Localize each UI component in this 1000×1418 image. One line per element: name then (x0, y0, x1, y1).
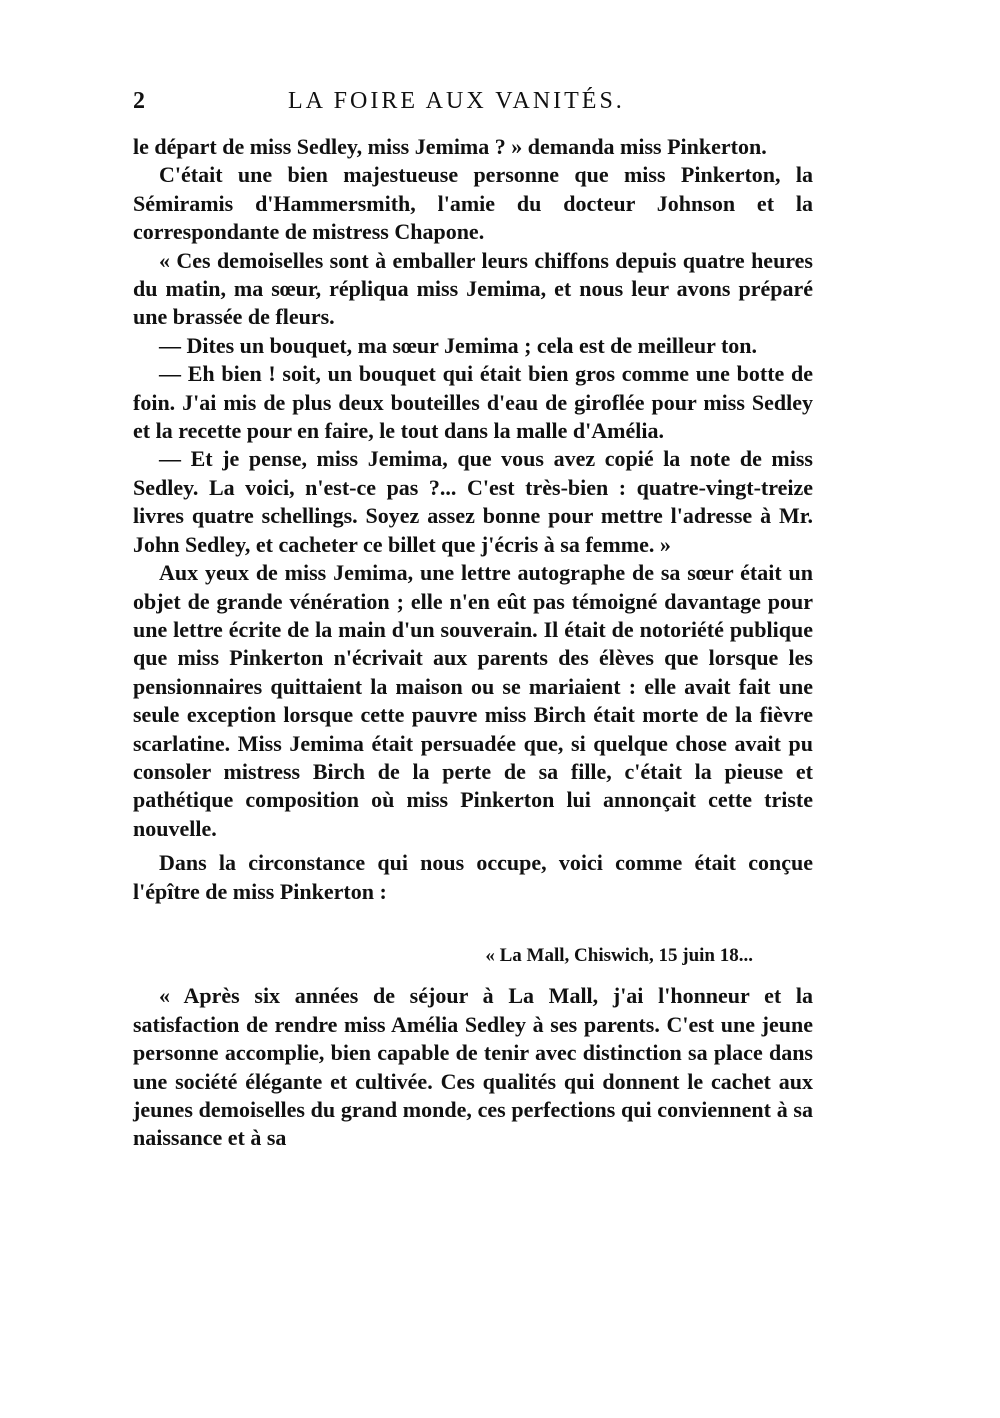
letter-dateline: « La Mall, Chiswich, 15 juin 18... (485, 944, 753, 966)
letter-body: « Après six années de séjour à La Mall, j'ai l'honneur et la satisfaction de rendre miss Amélia Sedley à ses parents. C'est une jeune personne accomplie, bien capable de tenir avec distinction sa place dans une société élégante et cultivée. Ces qualités qui donnent le cachet aux jeunes demoiselles du grand monde, ces perfections qui conviennent à sa naissance et à sa (133, 983, 813, 1151)
paragraph-4: — Dites un bouquet, ma sœur Jemima ; cela est de meilleur ton. (159, 332, 758, 358)
paragraph-8: Dans la circonstance qui nous occupe, voici comme était conçue l'épître de miss Pinkerton : (133, 850, 813, 904)
paragraph-3: « Ces demoiselles sont à emballer leurs chiffons depuis quatre heures du matin, ma sœur, répliqua miss Jemima, et nous leur avons préparé une brassée de fleurs. (133, 247, 813, 330)
paragraph-7: Aux yeux de miss Jemima, une lettre autographe de sa sœur était un objet de grande vénération ; elle n'en eût pas témoigné davantage pour une lettre écrite de la main d'un souverain. Il était de notoriété publique que miss Pinkerton n'écrivait aux parents des élèves que lorsque les pensionnaires quittaient la maison ou se mariaient : elle avait fait une seule exception lorsque cette pauvre miss Birch était morte de la fièvre scarlatine. Miss Jemima était persuadée que, si quelque chose avait pu consoler mistress Birch de la perte de sa fille, c'était la pieuse et pathétique composition où miss Pinkerton lui annonçait cette triste nouvelle. (133, 560, 813, 841)
paragraph-5: — Eh bien ! soit, un bouquet qui était bien gros comme une botte de foin. J'ai mis de plus deux bouteilles d'eau de giroflée pour miss Sedley et la recette pour en faire, le tout dans la malle d'Amélia. (133, 361, 813, 444)
paragraph-1: le départ de miss Sedley, miss Jemima ? » demanda miss Pinkerton. (133, 134, 767, 159)
page-number: 2 (133, 88, 145, 114)
book-title: LA FOIRE AUX VANITÉS. (288, 88, 625, 114)
body-text (133, 133, 813, 1153)
running-head (133, 88, 813, 124)
paragraph-6: — Et je pense, miss Jemima, que vous avez copié la note de miss Sedley. La voici, n'est-ce pas ?... C'est très-bien : quatre-vingt-treize livres quatre schellings. Soyez assez bonne pour mettre l'adresse à Mr. John Sedley, et cacheter ce billet que j'écris à sa femme. » (133, 446, 813, 557)
paragraph-2: C'était une bien majestueuse personne que miss Pinkerton, la Sémiramis d'Hammersmith, l'amie du docteur Johnson et la correspondante de mistress Chapone. (133, 162, 813, 245)
